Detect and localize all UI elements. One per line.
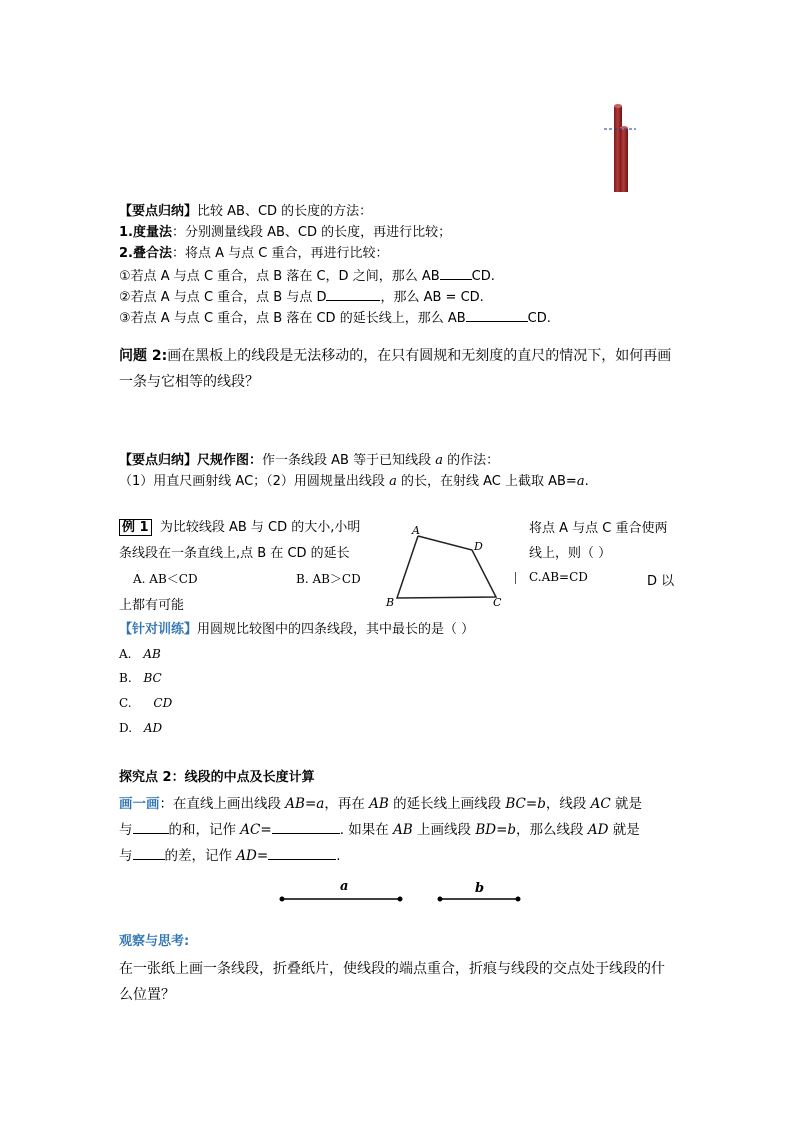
explore2-p3: 的延长线上画线段 xyxy=(388,796,506,812)
fig-label-d: D xyxy=(474,540,483,553)
step1-text: （1）用直尺画射线 AC；（2）用圆规量出线段 xyxy=(119,474,390,489)
method2-label: 2.叠合法 xyxy=(119,246,172,261)
fig-label-c: C xyxy=(493,596,502,609)
sum-blank[interactable] xyxy=(133,819,169,834)
method1-label: 1.度量法 xyxy=(119,225,172,240)
explore2-ab2: AB xyxy=(393,822,413,838)
practice-option-d xyxy=(119,721,162,735)
example1-label: 例 1 xyxy=(119,519,152,536)
option-divider xyxy=(515,572,516,584)
summary2-var-a: a xyxy=(435,453,443,468)
method2-line xyxy=(119,244,388,264)
segment-b-end-point xyxy=(516,897,521,902)
explore2-title: 探究点 2：线段的中点及长度计算 xyxy=(119,770,315,785)
explore2-p4: ，线段 xyxy=(545,796,591,812)
summary2-steps xyxy=(119,472,589,492)
explore2-bc-b: BC=b xyxy=(505,796,546,812)
segment-a-start-point xyxy=(280,897,285,902)
explore2-line2 xyxy=(119,819,640,841)
observe-label: 观察与思考: xyxy=(119,934,190,949)
explore2-l2-6: 就是 xyxy=(608,822,640,838)
diff-blank[interactable] xyxy=(133,845,165,860)
option-a: A. AB＜CD xyxy=(133,572,198,586)
option-b: B. AB＞CD xyxy=(296,572,361,586)
case1-post: CD. xyxy=(471,269,495,284)
summary1-heading-rest: 比较 AB、CD 的长度的方法： xyxy=(197,204,373,219)
explore2-ab-a: AB=a xyxy=(285,796,325,812)
explore2-l3-1: 与 xyxy=(119,848,133,864)
fig-label-a: A xyxy=(412,524,420,537)
segments-figure xyxy=(270,875,530,910)
case3-pre: ③若点 A 与点 C 重合，点 B 落在 CD 的延长线上，那么 AB xyxy=(119,311,466,326)
practice-option-a-value: AB xyxy=(143,647,161,661)
practice-option-d-letter: D. xyxy=(119,721,133,735)
practice-line xyxy=(119,620,474,640)
practice-option-c xyxy=(119,696,172,710)
case1-blank[interactable] xyxy=(440,265,472,280)
fig-label-b: B xyxy=(386,596,395,609)
practice-option-a-letter: A. xyxy=(119,647,132,661)
step1-var: a xyxy=(389,474,397,489)
example1-line2-right: 线上，则（ ） xyxy=(529,546,612,561)
explore2-ad: AD xyxy=(587,822,609,838)
explore2-p2: ，再在 xyxy=(324,796,370,812)
quadrilateral-figure xyxy=(380,520,515,612)
explore2-line3 xyxy=(119,845,340,867)
example1-line1-left-text: 为比较线段 AB 与 CD 的大小,小明 xyxy=(159,520,361,535)
example1-line2-left: 条线段在一条直线上,点 B 在 CD 的延长 xyxy=(119,546,350,561)
summary2-heading: 【要点归纳】尺规作图： xyxy=(119,453,263,468)
draw-label: 画一画 xyxy=(119,796,160,812)
case2-blank[interactable] xyxy=(326,286,380,301)
case3-line xyxy=(119,307,551,329)
example1-line1-right: 将点 A 与点 C 重合使两 xyxy=(529,521,668,536)
step1-end: . xyxy=(584,474,589,489)
example1-line1-left xyxy=(119,517,360,539)
question2-text: 画在黑板上的线段是无法移动的，在只有圆规和无刻度的直尺的情况下，如何再画一条与它相等的线段？ xyxy=(119,348,672,390)
method1-line xyxy=(119,223,451,243)
explore2-ac-eq: AC= xyxy=(240,822,272,838)
method1-text: ：分别测量线段 AB、CD 的长度，再进行比较； xyxy=(171,225,452,240)
explore2-l2-3: . 如果在 xyxy=(339,822,394,838)
explore2-l3-3: . xyxy=(336,848,341,864)
case3-blank[interactable] xyxy=(466,307,528,322)
observe-text: 在一张纸上画一条线段，折叠纸片，使线段的端点重合，折痕与线段的交点处于线段的什么位置？ xyxy=(119,961,665,1003)
practice-label: 【针对训练】 xyxy=(119,622,198,637)
explore2-l2-4: 上画线段 xyxy=(412,822,476,838)
option-d: D 以 xyxy=(647,574,675,589)
explore2-p1: ：在直线上画出线段 xyxy=(159,796,286,812)
practice-option-d-value: AD xyxy=(143,721,163,735)
segment-b-label: b xyxy=(475,881,485,896)
explore2-l2-2: 的和，记作 xyxy=(168,822,241,838)
cylinders-icon xyxy=(600,100,640,195)
practice-option-a xyxy=(119,647,161,661)
practice-option-b-letter: B. xyxy=(119,671,132,685)
practice-option-b-value: BC xyxy=(143,671,162,685)
explore2-bd-b: BD=b xyxy=(475,822,517,838)
explore2-p5: 就是 xyxy=(610,796,643,812)
case1-pre: ①若点 A 与点 C 重合，点 B 落在 C，D 之间，那么 AB xyxy=(119,269,440,284)
explore2-ad-eq: AD= xyxy=(236,848,269,864)
segment-a-label: a xyxy=(340,879,349,894)
case2-pre: ②若点 A 与点 C 重合，点 B 与点 D xyxy=(119,290,327,305)
explore2-l2-5: ，那么线段 xyxy=(516,822,588,838)
ac-blank[interactable] xyxy=(272,819,340,834)
method2-text: ：将点 A 与点 C 重合，再进行比较： xyxy=(171,246,389,261)
segment-a-end-point xyxy=(398,897,403,902)
summary1-heading-line xyxy=(119,202,372,222)
option-c: C.AB=CD xyxy=(529,570,588,584)
explore2-l3-2: 的差，记作 xyxy=(164,848,237,864)
practice-option-b xyxy=(119,671,162,685)
summary2-heading-rest: 作一条线段 AB 等于已知线段 xyxy=(262,453,436,468)
ad-blank[interactable] xyxy=(268,845,336,860)
case1-line xyxy=(119,265,495,287)
question2 xyxy=(119,343,675,395)
explore2-ab: AB xyxy=(369,796,389,812)
step1-mid: 的长，在射线 AC 上截取 AB= xyxy=(396,474,577,489)
practice-option-c-value: CD xyxy=(153,696,173,710)
practice-option-c-letter: C. xyxy=(119,696,132,710)
case2-line xyxy=(119,286,484,308)
practice-text: 用圆规比较图中的四条线段，其中最长的是（ ） xyxy=(197,622,475,637)
question2-label: 问题 2: xyxy=(119,348,168,364)
summary2-heading-line xyxy=(119,451,499,471)
explore2-l2-1: 与 xyxy=(119,822,133,838)
step1-var2: a xyxy=(576,474,585,489)
summary1-heading: 【要点归纳】 xyxy=(119,204,198,219)
summary2-heading-end: 的作法： xyxy=(443,453,500,468)
case2-post: ，那么 AB = CD. xyxy=(380,290,484,305)
case3-post: CD. xyxy=(527,311,551,326)
explore2-ac: AC xyxy=(590,796,611,812)
example1-line4: 上都有可能 xyxy=(119,598,185,613)
explore2-line1 xyxy=(119,793,642,815)
segment-b-start-point xyxy=(438,897,443,902)
